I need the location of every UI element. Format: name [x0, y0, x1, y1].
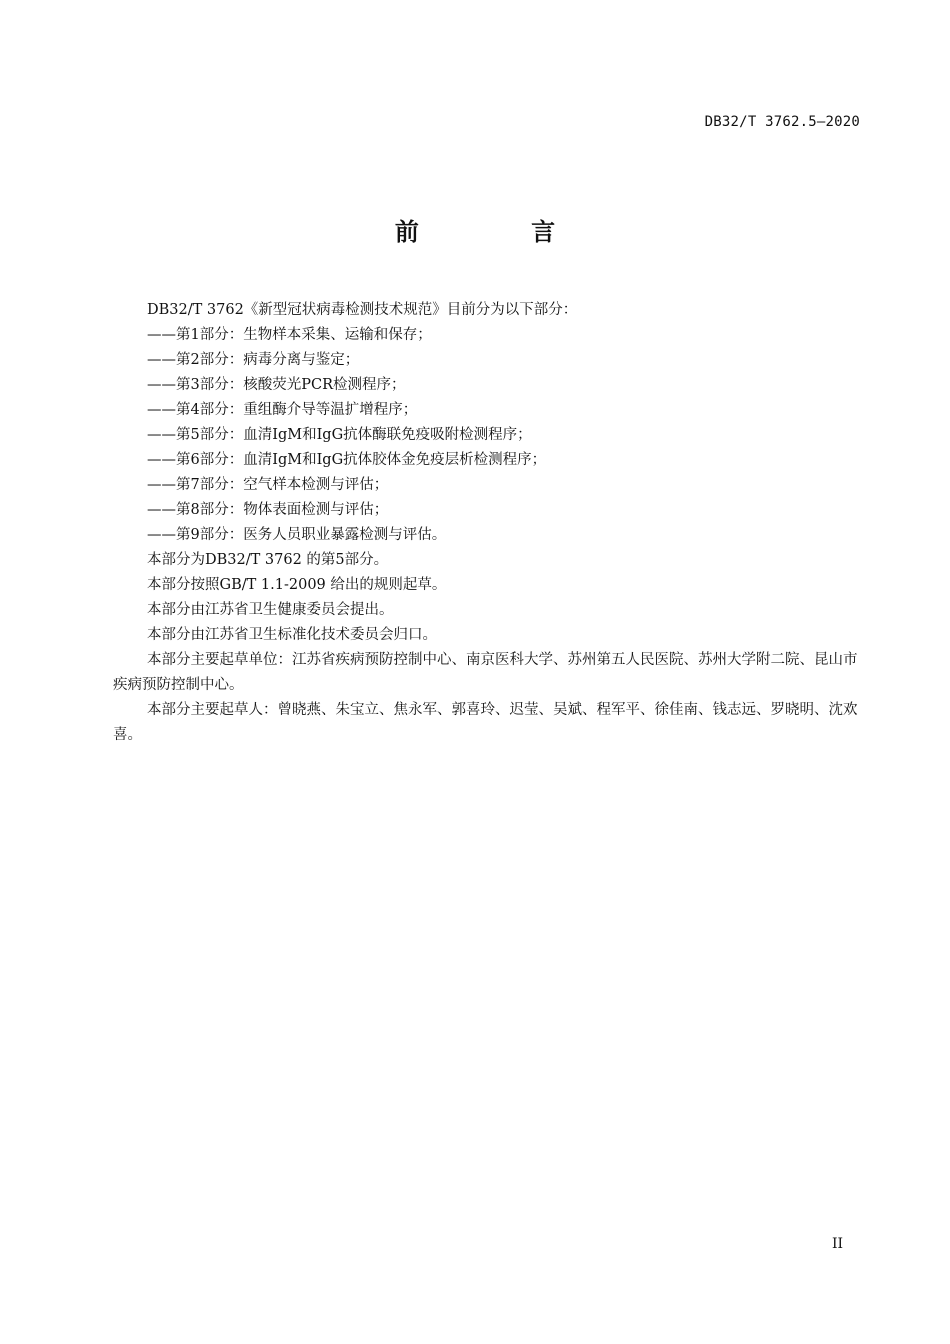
intro-paragraph: DB32/T 3762《新型冠状病毒检测技术规范》目前分为以下部分：: [147, 302, 578, 318]
part-list-item: ——第3部分：核酸荧光PCR检测程序；: [147, 377, 406, 393]
part-list-item: ——第7部分：空气样本检测与评估；: [147, 477, 389, 493]
document-code: DB32/T 3762.5—2020: [704, 114, 860, 130]
drafting-units-paragraph: 本部分主要起草单位：江苏省疾病预防控制中心、南京医科大学、苏州第五人民医院、苏州大学附二院、昆山市疾病预防控制中心。: [113, 652, 858, 693]
drafting-rules-statement: 本部分按照GB/T 1.1-2009 给出的规则起草。: [147, 577, 447, 593]
part-list-item: ——第9部分：医务人员职业暴露检测与评估。: [147, 527, 447, 543]
page-title: 前 言: [394, 218, 608, 246]
part-list-item: ——第6部分：血清IgM和IgG抗体胶体金免疫层析检测程序；: [147, 452, 547, 468]
page-number: II: [831, 1236, 843, 1252]
part-list-item: ——第8部分：物体表面检测与评估；: [147, 502, 389, 518]
part-list-item: ——第5部分：血清IgM和IgG抗体酶联免疫吸附检测程序；: [147, 427, 532, 443]
document-body: [113, 298, 861, 748]
management-statement: 本部分由江苏省卫生标准化技术委员会归口。: [147, 627, 437, 643]
proposer-statement: 本部分由江苏省卫生健康委员会提出。: [147, 602, 394, 618]
drafters-paragraph: 本部分主要起草人：曾晓燕、朱宝立、焦永军、郭喜玲、迟莹、吴斌、程军平、徐佳南、钱志远、罗晓明、沈欢喜。: [113, 702, 858, 743]
part-list-item: ——第1部分：生物样本采集、运输和保存；: [147, 327, 432, 343]
part-list-item: ——第4部分：重组酶介导等温扩增程序；: [147, 402, 418, 418]
part-statement: 本部分为DB32/T 3762 的第5部分。: [147, 552, 389, 568]
part-list-item: ——第2部分：病毒分离与鉴定；: [147, 352, 360, 368]
